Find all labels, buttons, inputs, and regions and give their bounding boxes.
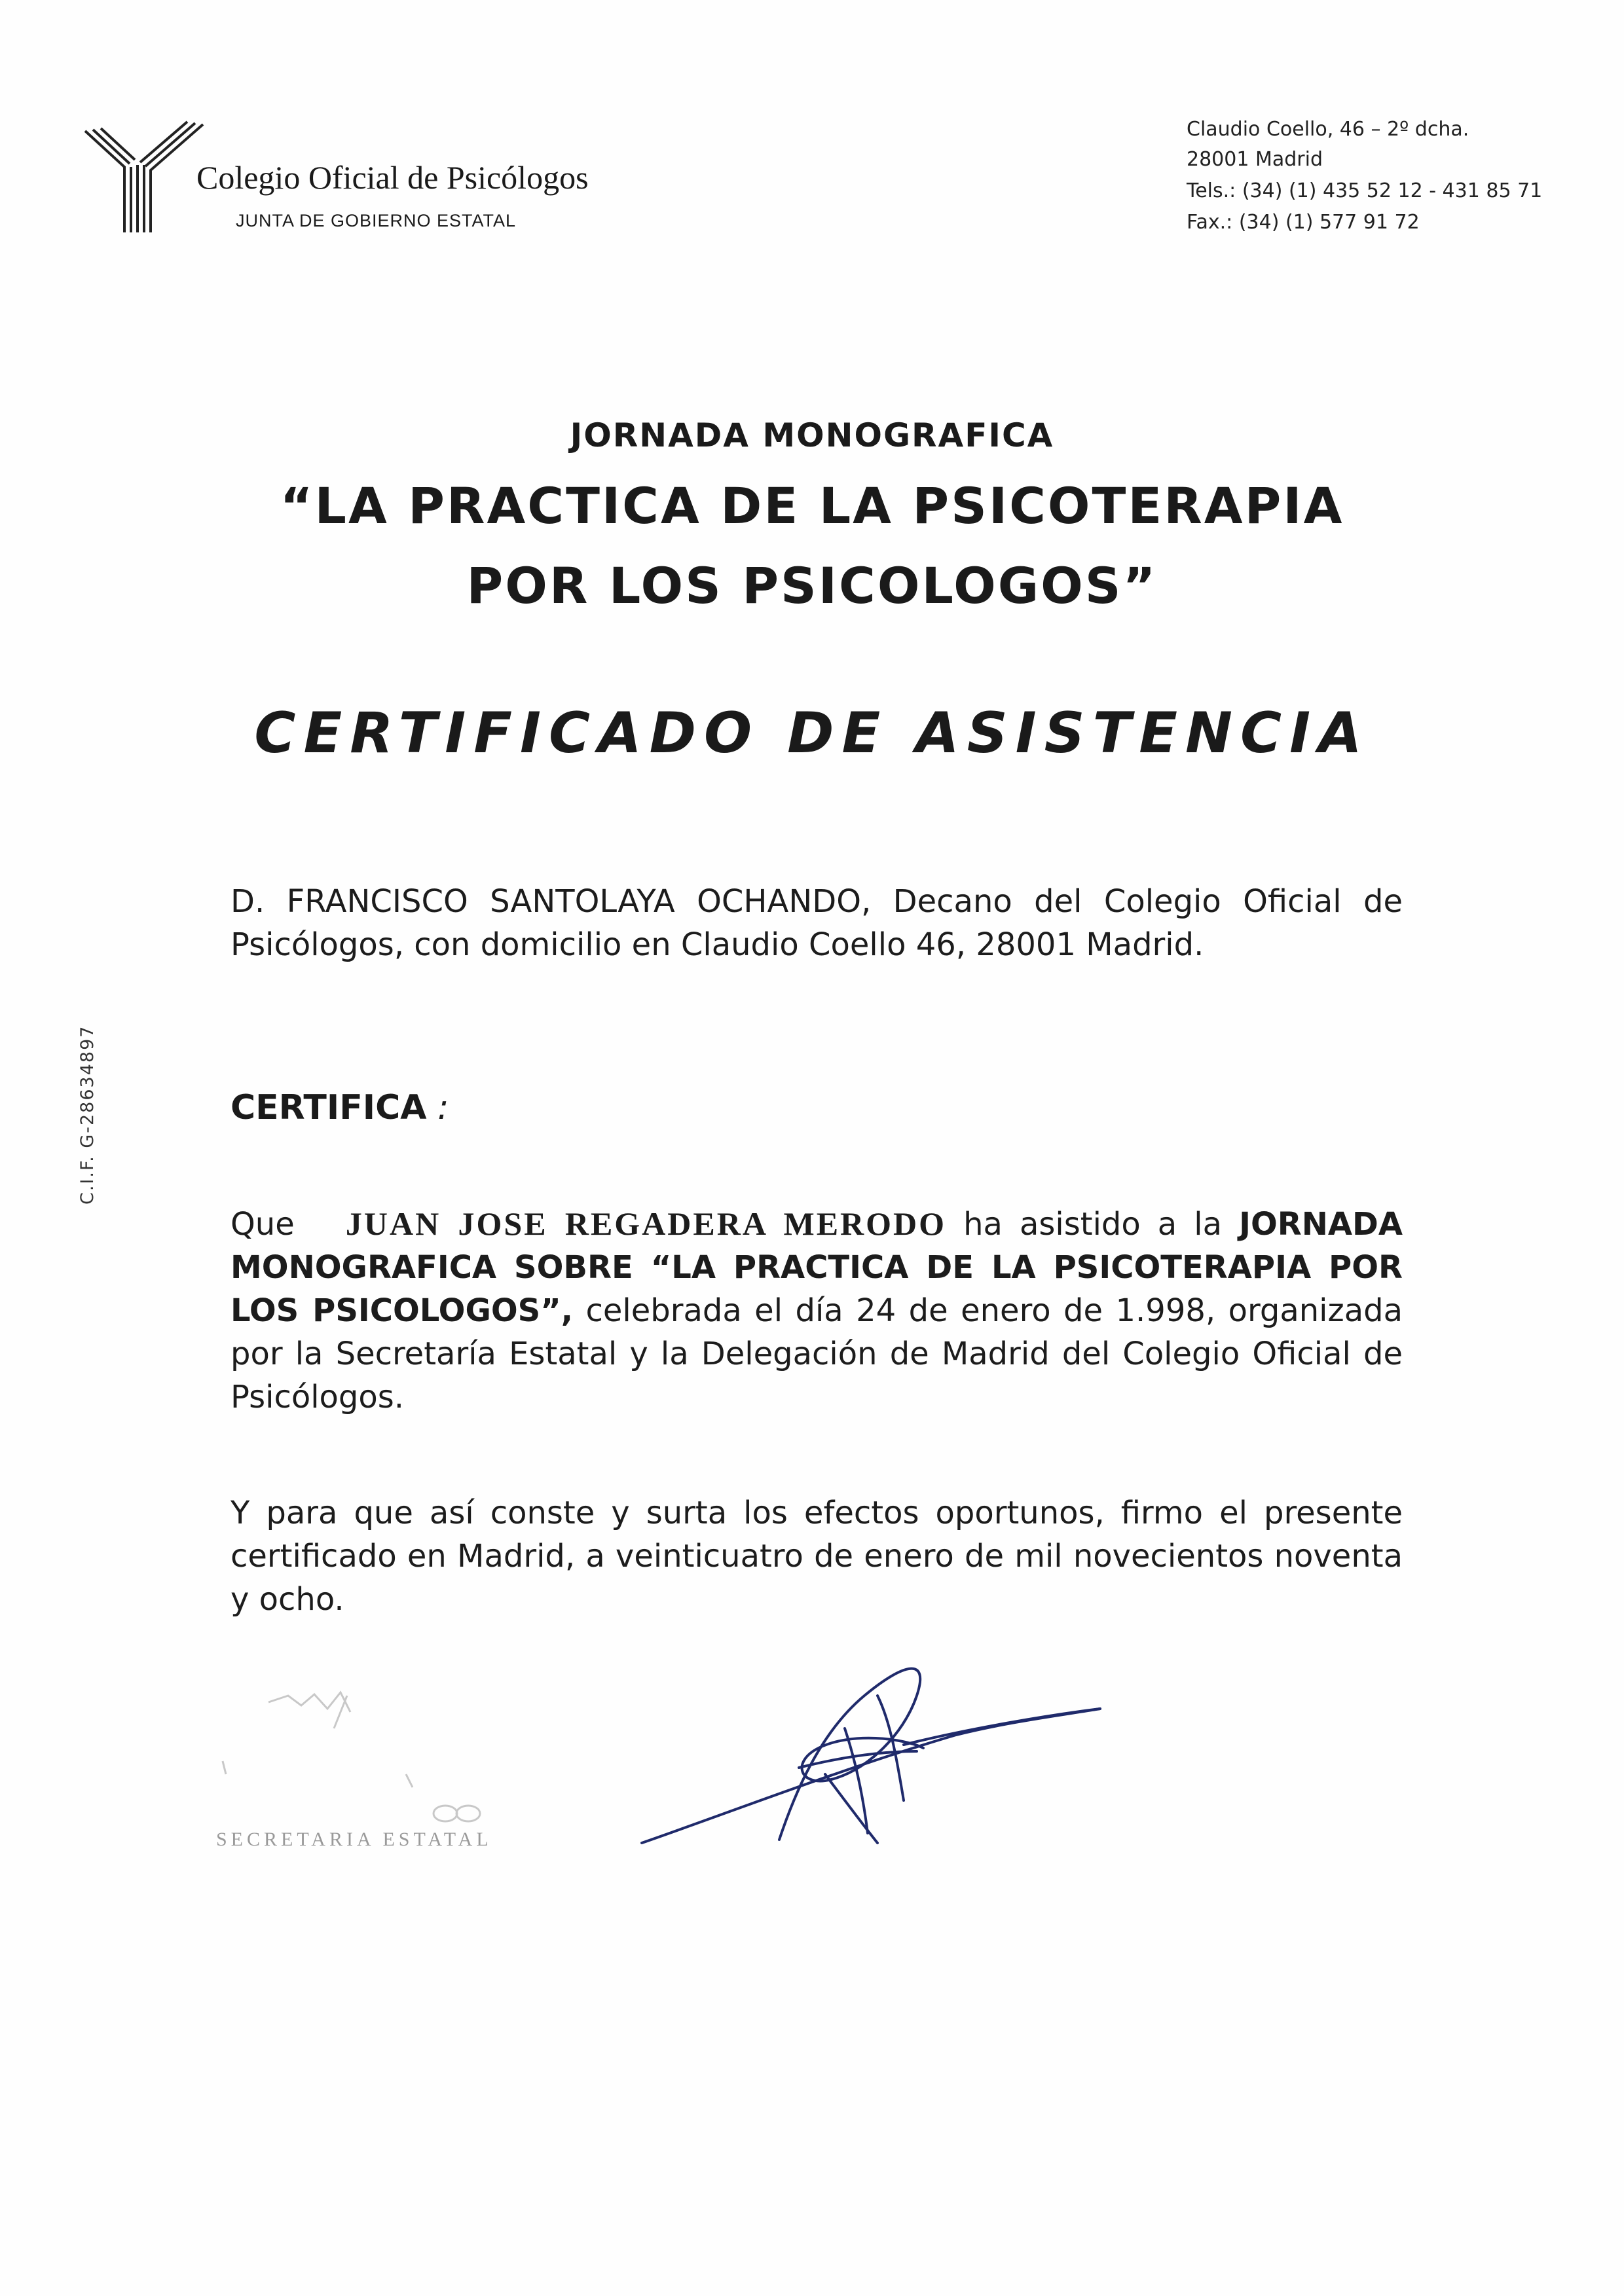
event-title-line2: POR LOS PSICOLOGOS”	[466, 556, 1158, 615]
event-details: celebrada el día 24 de enero de 1.998, organizada por la Secretaría Estatal y la Delegación de Madrid del Colegio Oficial de Psicólogos.	[231, 1292, 1403, 1415]
signature-icon	[629, 1617, 1113, 1866]
attendee-name: JUAN JOSE REGADERA MERODO	[345, 1205, 947, 1242]
body-paragraph	[231, 1202, 1403, 1419]
body-lead: Que	[231, 1206, 295, 1243]
colegio-logo-icon	[79, 118, 210, 236]
certificate-heading: CERTIFICADO DE ASISTENCIA	[254, 701, 1370, 766]
body-after-name: ha asistido a la	[946, 1206, 1240, 1243]
event-name-bold: JORNADA MONOGRAFICA SOBRE “LA PRACTICA DE LA PSICOTERAPIA POR LOS PSICOLOGOS”,	[231, 1206, 1403, 1329]
certifica-text: CERTIFICA	[231, 1088, 427, 1127]
event-type: JORNADA MONOGRAFICA	[570, 416, 1054, 454]
event-title-line1: “LA PRACTICA DE LA PSICOTERAPIA	[280, 477, 1344, 535]
address-line: Claudio Coello, 46 – 2º dcha.	[1187, 118, 1469, 141]
address-line: 28001 Madrid	[1187, 148, 1323, 171]
certifica-colon: :	[426, 1088, 449, 1127]
cif-side-text: C.I.F. G-28634897	[77, 1025, 98, 1205]
address-line: Fax.: (34) (1) 577 91 72	[1187, 211, 1420, 234]
certifica-label	[231, 1088, 449, 1127]
stamp-text: SECRETARIA ESTATAL	[216, 1829, 492, 1850]
org-subtitle: JUNTA DE GOBIERNO ESTATAL	[236, 211, 517, 230]
closing-paragraph: Y para que así conste y surta los efectos oportunos, firmo el presente certificado en Madrid, a veinticuatro de enero de mil novecientos noventa y ocho.	[231, 1495, 1403, 1618]
org-name: Colegio Oficial de Psicólogos	[196, 159, 589, 196]
intro-paragraph: D. FRANCISCO SANTOLAYA OCHANDO, Decano del Colegio Oficial de Psicólogos, con domicilio en Claudio Coello 46, 28001 Madrid.	[231, 883, 1403, 963]
address-line: Tels.: (34) (1) 435 52 12 - 431 85 71	[1187, 179, 1543, 202]
